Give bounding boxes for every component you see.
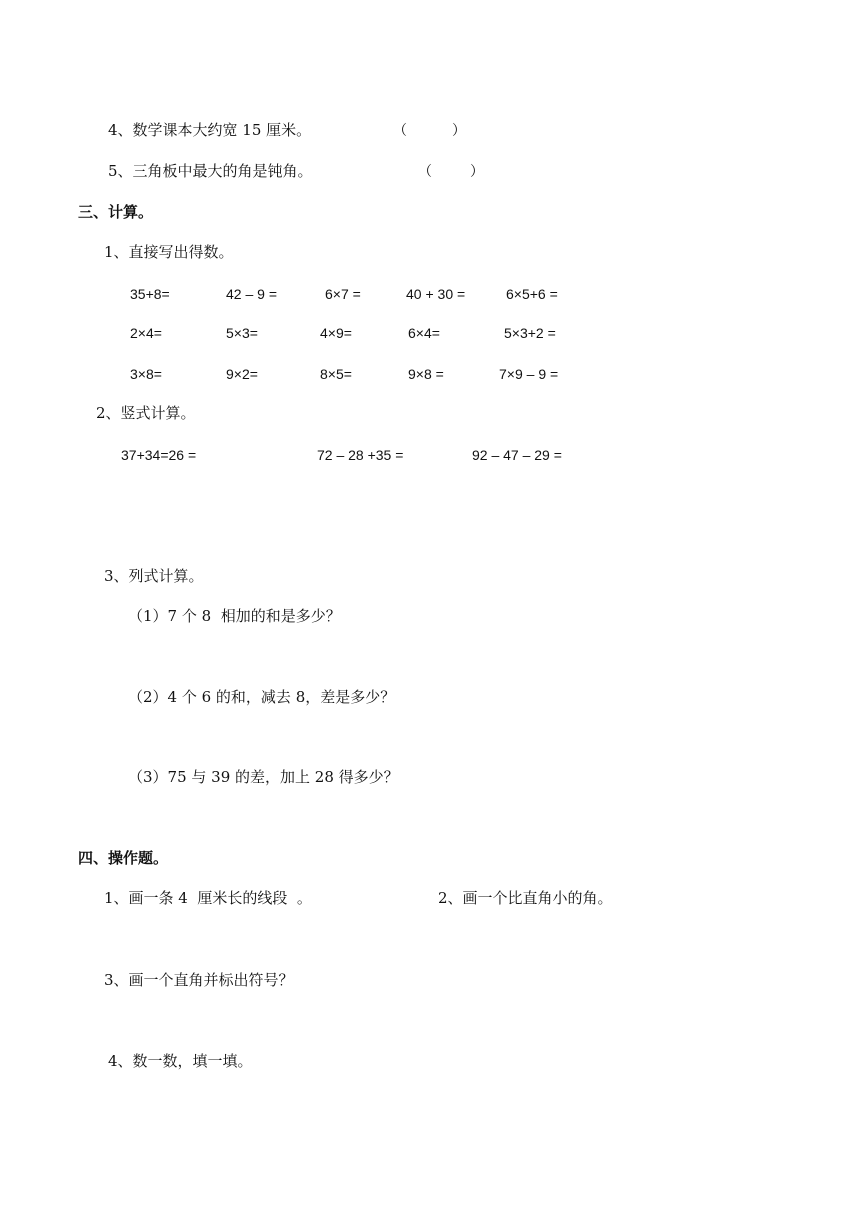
oral-calc-item: 4×9=	[320, 325, 352, 341]
oral-calc-item: 7×9 – 9 =	[499, 366, 559, 382]
answer-paren-close: ）	[452, 122, 466, 138]
vertical-calc-item: 92 – 47 – 29 =	[472, 447, 562, 463]
answer-paren-open: （	[418, 163, 432, 179]
question-5: 5、三角板中最大的角是钝角。	[108, 162, 313, 180]
operation-question: 1、画一条 4 厘米长的线段 。	[104, 889, 312, 907]
subsection-title: 2、竖式计算。	[96, 404, 196, 422]
oral-calc-item: 3×8=	[130, 366, 162, 382]
oral-calc-item: 35+8=	[130, 286, 170, 302]
oral-calc-item: 9×8 =	[408, 366, 444, 382]
oral-calc-item: 42 – 9 =	[226, 286, 277, 302]
oral-calc-item: 40 + 30 =	[406, 286, 466, 302]
section-heading: 四、操作题。	[78, 849, 169, 867]
oral-calc-item: 6×5+6 =	[506, 286, 558, 302]
vertical-calc-item: 37+34=26 =	[121, 447, 197, 463]
operation-question: 2、画一个比直角小的角。	[438, 889, 613, 907]
oral-calc-item: 8×5=	[320, 366, 352, 382]
subsection-title: 3、列式计算。	[104, 567, 204, 585]
vertical-calc-item: 72 – 28 +35 =	[317, 447, 404, 463]
operation-question: 4、数一数，填一填。	[108, 1052, 253, 1070]
answer-paren-open: （	[393, 122, 407, 138]
question-4: 4、数学课本大约宽 15 厘米。	[108, 121, 312, 139]
word-problem: （3）75 与 39 的差，加上 28 得多少？	[128, 768, 399, 786]
oral-calc-item: 6×4=	[408, 325, 440, 341]
oral-calc-item: 2×4=	[130, 325, 162, 341]
section-heading: 三、计算。	[78, 203, 154, 221]
oral-calc-item: 5×3=	[226, 325, 258, 341]
word-problem: （1）7 个 8 相加的和是多少？	[128, 607, 341, 625]
oral-calc-item: 5×3+2 =	[504, 325, 556, 341]
answer-paren-close: ）	[470, 163, 484, 179]
operation-question: 3、画一个直角并标出符号？	[104, 971, 294, 989]
word-problem: （2）4 个 6 的和，减去 8，差是多少？	[128, 688, 396, 706]
subsection-title: 1、直接写出得数。	[104, 243, 234, 261]
oral-calc-item: 6×7 =	[325, 286, 361, 302]
oral-calc-item: 9×2=	[226, 366, 258, 382]
